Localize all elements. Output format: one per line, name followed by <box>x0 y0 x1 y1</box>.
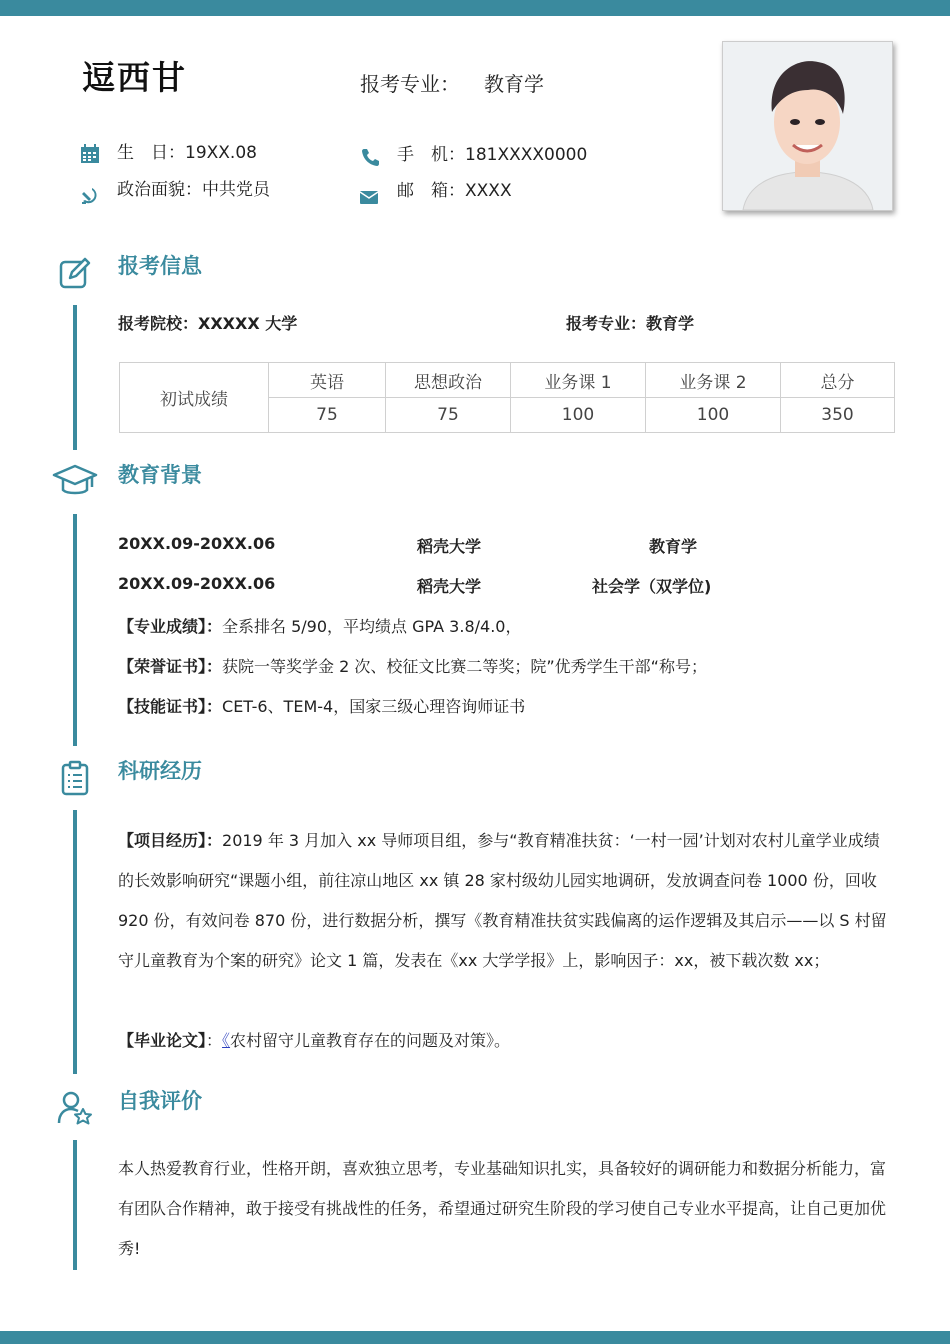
timeline-line <box>73 305 77 450</box>
mail-icon <box>359 187 379 207</box>
honors-text: 获院一等奖学金 2 次、校征文比赛二等奖；院”优秀学生干部“称号； <box>222 657 707 676</box>
project-text: 2019 年 3 月加入 xx 导师项目组，参与“教育精准扶贫：‘一村一园’计划对农村儿童学业成绩的长效影响研究“课题小组，前往凉山地区 xx 镇 28 家村级幼儿园实地调研，发放调查问卷 1000 份，回收 920 份，有效问卷 870 份，进行数据分析，撰写《教育精准扶贫实践偏离的运作逻辑及其启示——以 S 村留守儿童教育为个案的研究》论文 1 篇，发表在《xx 大学学报》上，影响因子：xx，被下载次数 xx； <box>118 831 887 970</box>
edu-school-2: 稻壳大学 <box>417 577 482 596</box>
edu-grades-line <box>118 614 521 637</box>
user-star-icon <box>56 1089 94 1127</box>
phone-icon <box>360 147 380 167</box>
score-header-course2: 业务课 2 <box>646 363 781 398</box>
edu-honors-line <box>118 654 707 677</box>
score-header-total: 总分 <box>781 363 895 398</box>
self-evaluation-text: 本人热爱教育行业，性格开朗，喜欢独立思考，专业基础知识扎实，具备较好的调研能力和数据分析能力，富有团队合作精神，敢于接受有挑战性的任务，希望通过研究生阶段的学习使自己专业水平提高，让自己更加优秀! <box>118 1159 887 1258</box>
timeline-line <box>73 810 77 1074</box>
research-thesis <box>118 1021 893 1061</box>
section-title-apply: 报考信息 <box>118 254 202 278</box>
score-value-course1: 100 <box>511 398 646 433</box>
calendar-icon <box>80 144 100 164</box>
profile-photo <box>722 41 893 211</box>
honors-label: 【荣誉证书】： <box>118 657 223 676</box>
phone-text: 手 机：181XXXX0000 <box>397 145 588 165</box>
bottom-accent-bar <box>0 1331 950 1344</box>
score-value-english: 75 <box>269 398 386 433</box>
section-title-research: 科研经历 <box>118 759 202 783</box>
edu-major-1: 教育学 <box>649 537 698 556</box>
header-major-label: 报考专业： <box>360 72 460 96</box>
thesis-colon: ： <box>206 1031 223 1050</box>
skills-text: CET-6、TEM-4，国家三级心理咨询师证书 <box>222 697 526 716</box>
edu-school-1: 稻壳大学 <box>417 537 482 556</box>
grades-label: 【专业成绩】： <box>118 617 223 636</box>
section-title-education: 教育背景 <box>118 463 202 487</box>
edu-skills-line <box>118 694 525 717</box>
grades-text: 全系排名 5/90，平均绩点 GPA 3.8/4.0， <box>222 617 522 636</box>
edu-major-2: 社会学（双学位) <box>592 577 712 596</box>
scores-table <box>119 362 895 433</box>
political-status-text: 政治面貌：中共党员 <box>117 180 270 200</box>
project-label: 【项目经历】： <box>118 831 223 850</box>
timeline-line <box>73 514 77 746</box>
edu-period-2: 20XX.09-20XX.06 <box>118 574 276 593</box>
thesis-text: 农村留守儿童教育存在的问题及对策》。 <box>230 1031 511 1050</box>
thesis-link[interactable]: 《 <box>222 1031 231 1050</box>
edu-period-1: 20XX.09-20XX.06 <box>118 534 276 553</box>
header-major-value: 教育学 <box>484 72 544 96</box>
score-value-course2: 100 <box>646 398 781 433</box>
apply-school: 报考院校：XXXXX 大学 <box>118 314 298 333</box>
skills-label: 【技能证书】： <box>118 697 223 716</box>
section-title-self: 自我评价 <box>118 1089 202 1113</box>
score-value-politics: 75 <box>386 398 511 433</box>
score-header-course1: 业务课 1 <box>511 363 646 398</box>
clipboard-icon <box>60 760 90 796</box>
top-accent-bar <box>0 0 950 16</box>
thesis-label: 【毕业论文】 <box>118 1031 207 1050</box>
header-major <box>360 68 544 97</box>
scores-row-label: 初试成绩 <box>120 363 269 433</box>
graduation-cap-icon <box>52 463 98 497</box>
candidate-name: 逗西甘 <box>82 58 187 97</box>
score-value-total: 350 <box>781 398 895 433</box>
research-project <box>118 821 893 981</box>
birthday-text: 生 日：19XX.08 <box>117 143 257 163</box>
party-emblem-icon <box>80 186 100 206</box>
email-text: 邮 箱：XXXX <box>397 181 512 201</box>
score-header-politics: 思想政治 <box>386 363 511 398</box>
apply-major: 报考专业：教育学 <box>566 314 695 333</box>
score-header-english: 英语 <box>269 363 386 398</box>
timeline-line <box>73 1140 77 1270</box>
edit-icon <box>58 256 92 290</box>
